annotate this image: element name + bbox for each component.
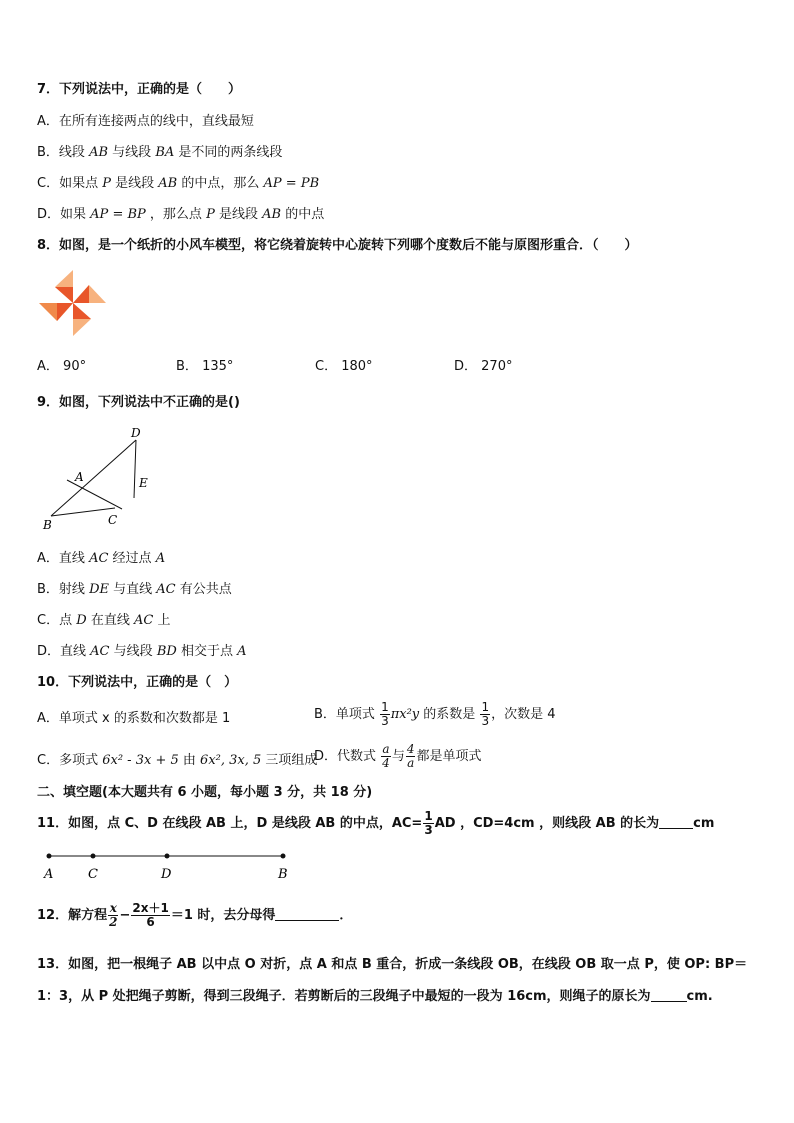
numerator: 4: [406, 742, 415, 756]
option-label: B．: [176, 359, 198, 374]
stem-text: cm.: [686, 989, 713, 1004]
option-text: 相交于点: [180, 644, 233, 659]
option-text: 有公共点: [179, 582, 232, 597]
q12-stem: [37, 900, 352, 932]
option-text: 与: [391, 749, 405, 764]
stem-text: AD ，CD=4cm ，则线段 AB 的长为: [434, 816, 660, 831]
pinwheel-blade: [57, 303, 73, 321]
stem-text: 1：3，从 P 处把绳子剪断，得到三段绳子．若剪断后的三段绳子中最短的一段为 16cm，则绳子的原长为: [37, 989, 651, 1004]
point-c: [91, 854, 96, 859]
q8-option-a: [37, 358, 86, 376]
q9-option-d: [37, 643, 246, 661]
q8-option-c: [315, 358, 373, 376]
q10-option-c: [37, 752, 317, 770]
math: P: [206, 207, 215, 222]
label-c: C: [108, 513, 118, 527]
option-label: D．: [37, 207, 61, 222]
stem-text: 12．解方程: [37, 908, 108, 923]
answer-blank[interactable]: [659, 814, 693, 829]
q13-line-2: [37, 987, 713, 1006]
label-a: A: [75, 470, 84, 484]
numerator: a: [382, 742, 390, 756]
math: πx²y: [390, 707, 420, 722]
pinwheel-blade: [73, 285, 89, 303]
label-c: C: [88, 867, 98, 882]
math: BD: [156, 644, 177, 659]
denominator: 3: [481, 714, 490, 728]
numerator: 2x＋1: [132, 901, 169, 915]
option-value: 135°: [202, 359, 234, 374]
label-d: D: [131, 426, 141, 440]
option-label: C．: [37, 753, 60, 768]
option-text: 三项组成: [265, 753, 318, 768]
answer-blank[interactable]: [651, 987, 687, 1002]
option-label: A．: [37, 551, 59, 566]
option-text: 是不同的两条线段: [178, 145, 283, 160]
option-label: B．: [37, 582, 59, 597]
math: AC: [90, 644, 110, 659]
fraction: [108, 902, 118, 929]
math: AB: [158, 176, 178, 191]
math: AP = PB: [263, 176, 320, 191]
option-text: 射线: [58, 582, 85, 597]
option-value: 180°: [341, 359, 373, 374]
option-label: D．: [454, 359, 478, 374]
option-text: 线段: [58, 145, 85, 160]
q7-option-c: [37, 175, 319, 193]
option-value: 270°: [481, 359, 513, 374]
option-text: 的系数是: [423, 707, 476, 722]
q9-option-a: [37, 550, 165, 568]
segment-bc: [51, 508, 115, 516]
q10-option-a: [37, 710, 230, 728]
fraction: [406, 743, 416, 770]
q10-option-b: [314, 701, 556, 728]
section-heading: 二、填空题(本大题共有 6 小题，每小题 3 分，共 18 分): [37, 785, 373, 800]
option-text: 直线: [60, 644, 87, 659]
math: AC: [156, 582, 176, 597]
option-value: 90°: [63, 359, 87, 374]
option-text: 的中点: [285, 207, 325, 222]
math: 6x² - 3x + 5: [102, 753, 179, 768]
denominator: 3: [381, 714, 389, 728]
math: DE: [89, 582, 109, 597]
stem-text: ．: [339, 908, 353, 923]
option-text: 是线段: [218, 207, 258, 222]
option-label: A．: [37, 359, 59, 374]
option-text: 经过点: [112, 551, 152, 566]
pinwheel-figure: [37, 268, 109, 338]
minus-sign: −: [119, 908, 131, 923]
option-text: ，那么点: [149, 207, 202, 222]
option-label: A．: [37, 711, 59, 726]
option-text: 是线段: [115, 176, 155, 191]
q7-option-b: [37, 144, 282, 162]
q9-option-b: [37, 581, 232, 599]
denominator: 6: [146, 915, 155, 929]
stem-text: ＝1 时，去分母得: [170, 908, 276, 923]
option-text: ，次数是 4: [491, 707, 556, 722]
label-b: B: [43, 518, 52, 532]
option-text: 都是单项式: [416, 749, 482, 764]
label-a: A: [44, 867, 54, 882]
q13-line-1: 13．如图，把一根绳子 AB 以中点 O 对折，点 A 和点 B 重合，折成一条线段 OB，在线段 OB 取一点 P，使 OP: BP＝: [37, 957, 748, 972]
label-e: E: [139, 476, 148, 490]
ray-de: [134, 440, 136, 498]
denominator: a: [407, 756, 415, 770]
pinwheel-blade: [55, 287, 73, 303]
math: P: [102, 176, 111, 191]
option-text: 单项式: [335, 707, 375, 722]
numerator: 1: [424, 809, 433, 823]
option-label: C．: [37, 613, 60, 628]
math: 6x², 3x, 5: [200, 753, 262, 768]
stem-text: cm: [693, 816, 715, 831]
label-d: D: [161, 867, 172, 882]
math: BA: [155, 145, 175, 160]
option-text: 与线段: [113, 644, 153, 659]
point-d: [165, 854, 170, 859]
fraction: [380, 701, 390, 728]
numerator: x: [109, 901, 117, 915]
numerator: 1: [481, 700, 490, 714]
option-text: 如果: [60, 207, 87, 222]
q8-stem: 8．如图，是一个纸折的小风车模型，将它绕着旋转中心旋转下列哪个度数后不能与原图形重合．（ ）: [37, 238, 638, 253]
math: AP = BP: [90, 207, 146, 222]
q8-option-b: [176, 358, 233, 376]
q11-figure: [37, 848, 297, 882]
math: D: [76, 613, 87, 628]
q11-stem: [37, 808, 714, 840]
option-text: 与线段: [112, 145, 152, 160]
point-b: [281, 854, 286, 859]
fraction: [381, 743, 391, 770]
math: A: [237, 644, 247, 659]
q7-stem: 7．下列说法中，正确的是（ ）: [37, 82, 242, 97]
math: A: [155, 551, 166, 566]
option-text: 多项式: [59, 753, 99, 768]
q10-stem: 10．下列说法中，正确的是（ ）: [37, 675, 238, 690]
q7-option-a: [37, 113, 254, 131]
pinwheel-blade: [73, 303, 91, 319]
fraction: [131, 902, 169, 929]
denominator: 2: [109, 915, 118, 929]
option-text: 与直线: [113, 582, 153, 597]
option-text: 点: [59, 613, 73, 628]
option-text: 直线: [58, 551, 85, 566]
q10-option-d: [314, 743, 481, 770]
option-text: 代数式: [337, 749, 377, 764]
q8-option-d: [454, 358, 512, 376]
answer-blank[interactable]: [275, 906, 339, 921]
option-label: B．: [37, 145, 59, 160]
denominator: 3: [424, 823, 433, 837]
segment-bd: [51, 440, 136, 516]
option-text: 的中点，那么: [181, 176, 260, 191]
option-text: 由: [182, 753, 196, 768]
math: AC: [133, 613, 154, 628]
option-label: A．: [37, 114, 59, 129]
option-text: 单项式 x 的系数和次数都是 1: [58, 711, 231, 726]
option-label: D．: [314, 749, 338, 764]
math: AC: [89, 551, 109, 566]
option-text: 在直线: [90, 613, 130, 628]
fraction: [480, 701, 490, 728]
point-a: [47, 854, 52, 859]
option-text: 如果点: [59, 176, 99, 191]
option-label: D．: [37, 644, 61, 659]
numerator: 1: [381, 700, 389, 714]
option-text: 在所有连接两点的线中，直线最短: [58, 114, 254, 129]
label-b: B: [278, 867, 288, 882]
q9-option-c: [37, 612, 170, 630]
q9-stem: 9．如图，下列说法中不正确的是(): [37, 395, 240, 410]
option-label: C．: [315, 359, 338, 374]
stem-text: 11．如图，点 C、D 在线段 AB 上，D 是线段 AB 的中点，AC=: [37, 816, 423, 831]
fraction: [423, 810, 433, 837]
option-label: B．: [314, 707, 336, 722]
math: AB: [262, 207, 282, 222]
q9-figure: [37, 425, 157, 535]
denominator: 4: [382, 756, 390, 770]
option-text: 上: [157, 613, 171, 628]
option-label: C．: [37, 176, 60, 191]
math: AB: [89, 145, 109, 160]
q7-option-d: [37, 206, 324, 224]
